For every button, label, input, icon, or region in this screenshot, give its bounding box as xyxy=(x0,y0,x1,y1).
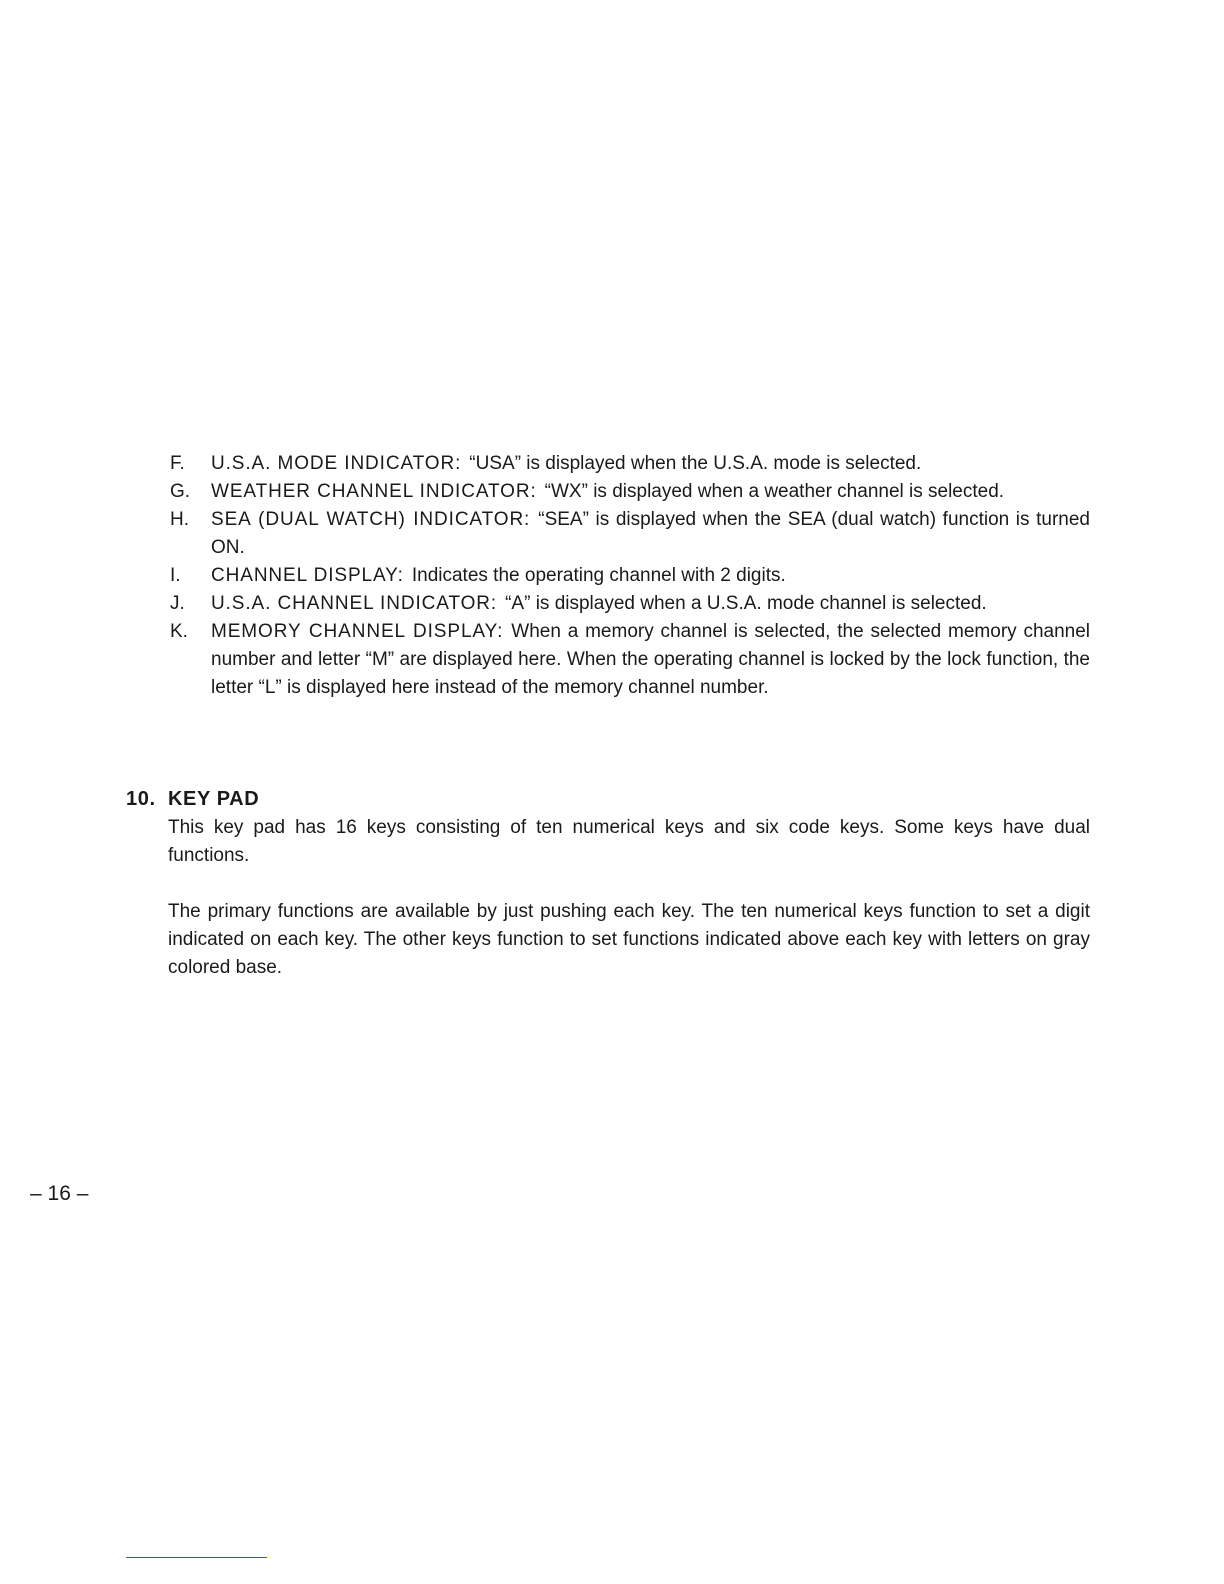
item-letter: H. xyxy=(170,509,189,530)
list-item-f xyxy=(170,450,1090,478)
item-letter: J. xyxy=(170,593,185,614)
page-number: – 16 – xyxy=(30,1182,89,1205)
item-letter: G. xyxy=(170,481,191,502)
item-term: U.S.A. MODE INDICATOR: xyxy=(211,453,462,474)
item-term: CHANNEL DISPLAY: xyxy=(211,565,404,586)
item-letter: K. xyxy=(170,621,188,642)
section-heading xyxy=(126,785,1090,813)
item-text: “SEA” is displayed when the SEA (dual watch) function is turned ON. xyxy=(211,509,1090,558)
item-term: MEMORY CHANNEL DISPLAY: xyxy=(211,621,504,642)
item-text: “WX” is displayed when a weather channel is selected. xyxy=(544,481,1005,502)
item-text: Indicates the operating channel with 2 digits. xyxy=(411,565,786,586)
list-item-j xyxy=(170,590,1090,618)
list-item-g xyxy=(170,478,1090,506)
item-text: When a memory channel is selected, the selected memory channel number and letter “M” are displayed here. When the operating channel is locked by the lock function, the letter “L” is displayed here instead of the memory channel number. xyxy=(211,621,1091,698)
item-letter: I. xyxy=(170,565,181,586)
list-item-k xyxy=(170,618,1090,702)
item-letter: F. xyxy=(170,453,185,474)
item-term: SEA (DUAL WATCH) INDICATOR: xyxy=(211,509,531,530)
item-term: U.S.A. CHANNEL INDICATOR: xyxy=(211,593,498,614)
indicator-list xyxy=(170,450,1090,702)
key-pad-section xyxy=(126,785,1090,1001)
section-paragraph: This key pad has 16 keys consisting of ten numerical keys and six code keys. Some keys have dual functions. xyxy=(168,817,1090,866)
item-text: “USA” is displayed when the U.S.A. mode is selected. xyxy=(469,453,922,474)
list-item-h xyxy=(170,506,1090,562)
item-text: “A” is displayed when a U.S.A. mode channel is selected. xyxy=(505,593,987,614)
footer-rule xyxy=(126,1557,267,1558)
section-paragraph: The primary functions are available by just pushing each key. The ten numerical keys function to set a digit indicated on each key. The other keys function to set functions indicated above each key with letters on gray colored base. xyxy=(168,901,1090,978)
list-item-i xyxy=(170,562,1090,590)
section-title: KEY PAD xyxy=(168,788,260,810)
item-term: WEATHER CHANNEL INDICATOR: xyxy=(211,481,537,502)
section-number: 10. xyxy=(126,788,156,810)
